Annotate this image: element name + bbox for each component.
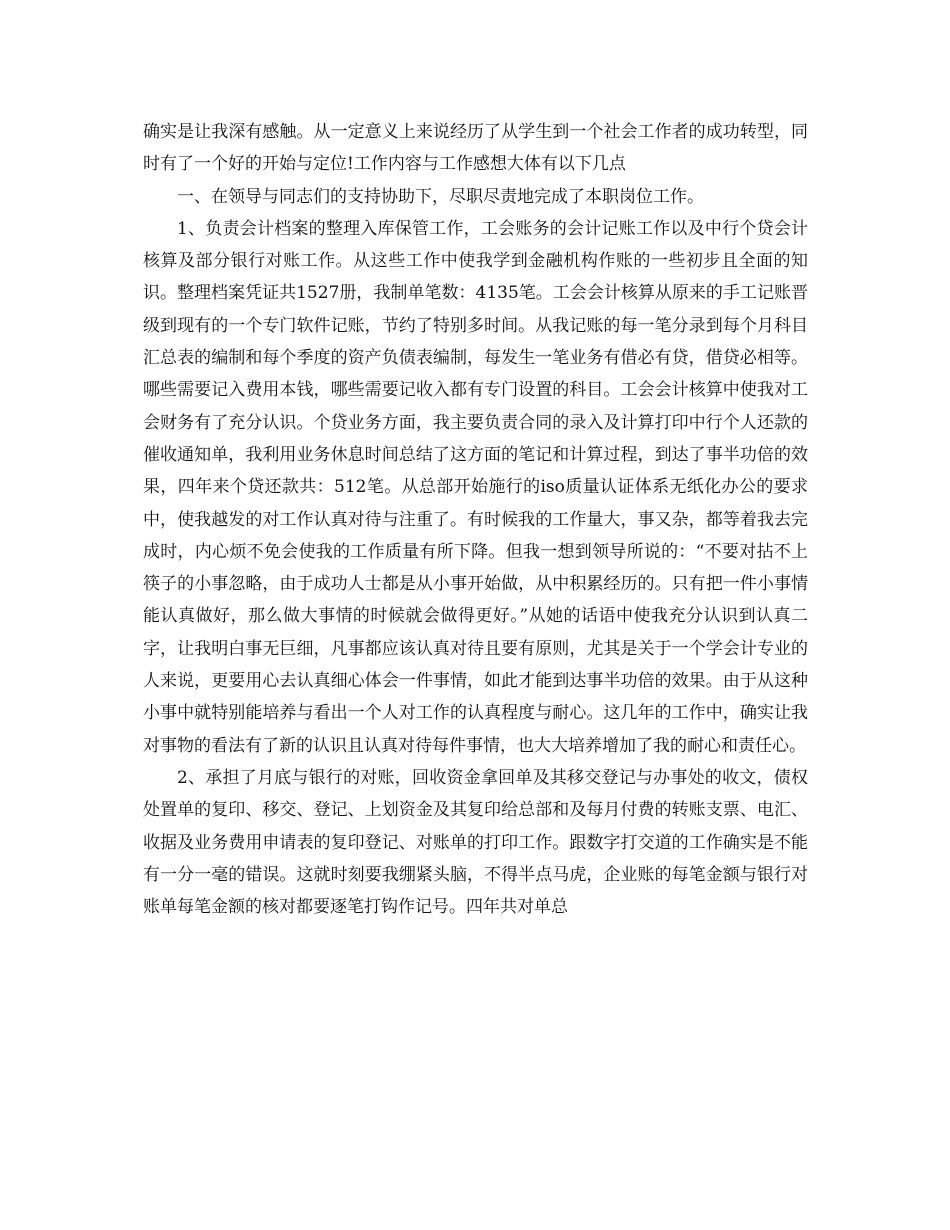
paragraph-item-1: 1、负责会计档案的整理入库保管工作，工会账务的会计记账工作以及中行个贷会计核算及部分银行对账工作。从这些工作中使我学到金融机构作账的一些初步且全面的知识。整理档案凭证共1527册，我制单笔数：4135笔。工会会计核算从原来的手工记账晋级到现有的一个专门软件记账，节约了特别多时间。从我记账的每一笔分录到每个月科目汇总表的编制和每个季度的资产负债表编制，每发生一笔业务有借必有贷，借贷必相等。哪些需要记入费用本钱，哪些需要记收入都有专门设置的科目。工会会计核算中使我对工会财务有了充分认识。个贷业务方面，我主要负责合同的录入及计算打印中行个人还款的催收通知单，我利用业务休息时间总结了这方面的笔记和计算过程，到达了事半功倍的效果，四年来个贷还款共：512笔。从总部开始施行的iso质量认证体系无纸化办公的要求中，使我越发的对工作认真对待与注重了。有时候我的工作量大，事又杂，都等着我去完成时，内心烦不免会使我的工作质量有所下降。但我一想到领导所说的：“不要对拈不上筷子的小事忽略，由于成功人士都是从小事开始做，从中积累经历的。只有把一件小事情能认真做好，那么做大事情的时候就会做得更好。”从她的话语中使我充分认识到认真二字，让我明白事无巨细，凡事都应该认真对待且要有原则，尤其是关于一个学会计专业的人来说，更要用心去认真细心体会一件事情，如此才能到达事半功倍的效果。由于从这种小事中就特别能培养与看出一个人对工作的认真程度与耐心。这几年的工作中，确实让我对事物的看法有了新的认识且认真对待每件事情，也大大培养增加了我的耐心和责任心。	[143, 218, 808, 756]
paragraph-item-2: 2、承担了月底与银行的对账，回收资金拿回单及其移交登记与办事处的收文，债权处置单的复印、移交、登记、上划资金及其复印给总部和及每月付费的转账支票、电汇、收据及业务费用申请表的复印登记、对账单的打印工作。跟数字打交道的工作确实是不能有一分一毫的错误。这就时刻要我绷紧头脑，不得半点马虎，企业账的每笔金额与银行对账单每笔金额的核对都要逐笔打钩作记号。四年共对单总	[143, 767, 808, 918]
paragraph-section-heading: 一、在领导与同志们的支持协助下，尽职尽责地完成了本职岗位工作。	[177, 186, 704, 207]
document-body	[143, 116, 808, 923]
paragraph-continuation: 确实是让我深有感触。从一定意义上来说经历了从学生到一个社会工作者的成功转型，同时有了一个好的开始与定位!工作内容与工作感想大体有以下几点	[143, 122, 808, 175]
